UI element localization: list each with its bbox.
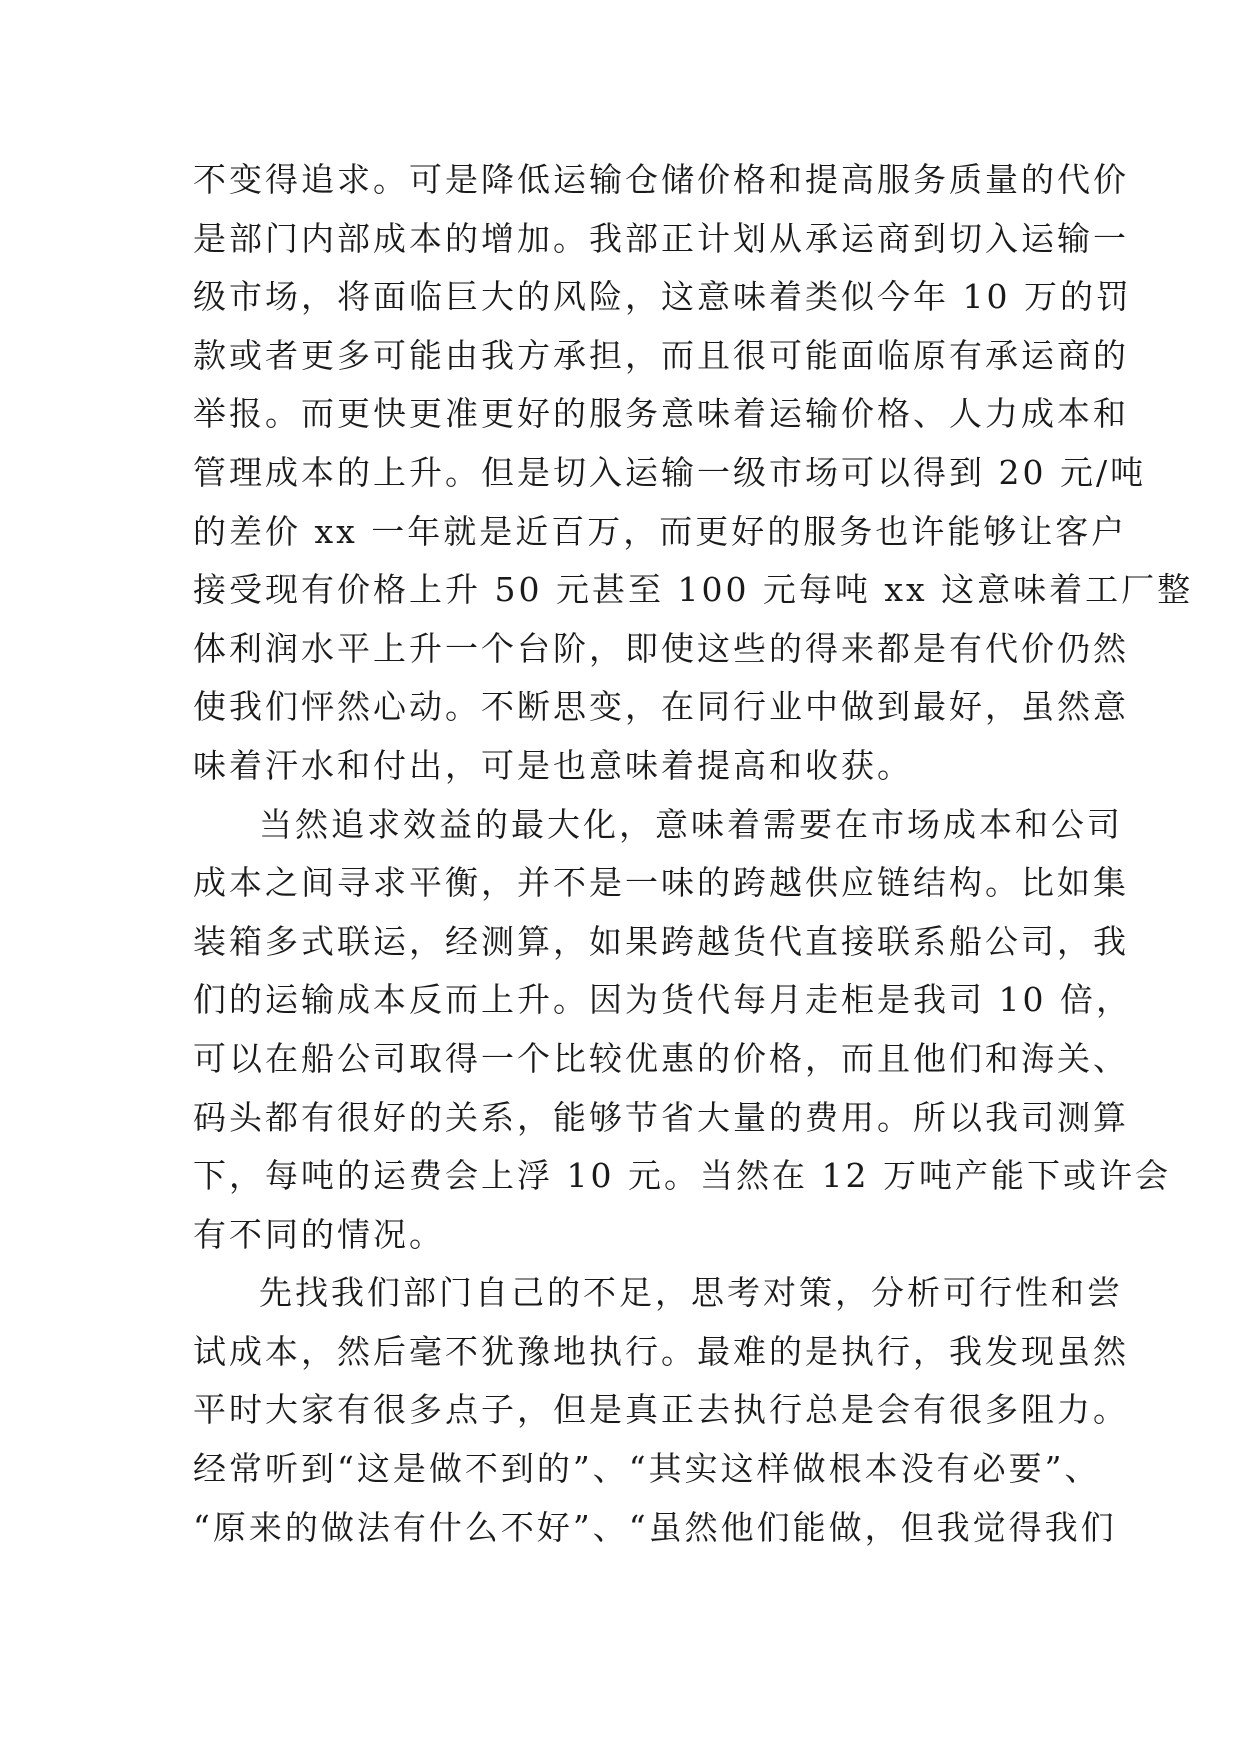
text-line: 装箱多式联运，经测算，如果跨越货代直接联系船公司，我 [193, 921, 1129, 961]
text-line: 可以在船公司取得一个比较优惠的价格，而且他们和海关、 [193, 1038, 1129, 1078]
paragraph-first-line: 当然追求效益的最大化，意味着需要在市场成本和公司 [259, 804, 1123, 844]
document-body [193, 151, 1194, 1557]
text-line: 码头都有很好的关系，能够节省大量的费用。所以我司测算 [193, 1097, 1129, 1137]
paragraph-first-line: 先找我们部门自己的不足，思考对策，分析可行性和尝 [259, 1273, 1123, 1313]
text-line: 体利润水平上升一个台阶，即使这些的得来都是有代价仍然 [193, 628, 1129, 668]
text-line: 们的运输成本反而上升。因为货代每月走柜是我司 10 倍， [193, 980, 1132, 1020]
text-line: 成本之间寻求平衡，并不是一味的跨越供应链结构。比如集 [193, 863, 1129, 903]
text-line: 下，每吨的运费会上浮 10 元。当然在 12 万吨产能下或许会 [193, 1156, 1171, 1196]
text-line: 使我们怦然心动。不断思变，在同行业中做到最好，虽然意 [193, 687, 1129, 727]
text-line: 经常听到“这是做不到的”、“其实这样做根本没有必要”、 [193, 1449, 1101, 1489]
text-line: 级市场，将面临巨大的风险，这意味着类似今年 10 万的罚 [193, 277, 1132, 317]
text-line: 管理成本的上升。但是切入运输一级市场可以得到 20 元/吨 [193, 452, 1147, 492]
text-line: 有不同的情况。 [193, 1214, 445, 1254]
text-line: 不变得追求。可是降低运输仓储价格和提高服务质量的代价 [193, 160, 1129, 199]
text-line: 平时大家有很多点子，但是真正去执行总是会有很多阻力。 [193, 1390, 1129, 1430]
text-line: 味着汗水和付出，可是也意味着提高和收获。 [193, 745, 913, 785]
text-line: “原来的做法有什么不好”、“虽然他们能做，但我觉得我们 [193, 1507, 1117, 1547]
text-line: 是部门内部成本的增加。我部正计划从承运商到切入运输一 [193, 218, 1129, 258]
text-line: 款或者更多可能由我方承担，而且很可能面临原有承运商的 [193, 335, 1129, 375]
text-line: 的差价 xx 一年就是近百万，而更好的服务也许能够让客户 [193, 511, 1128, 551]
text-line: 接受现有价格上升 50 元甚至 100 元每吨 xx 这意味着工厂整 [193, 570, 1194, 610]
text-line: 试成本，然后毫不犹豫地执行。最难的是执行，我发现虽然 [193, 1331, 1129, 1371]
text-line: 举报。而更快更准更好的服务意味着运输价格、人力成本和 [193, 394, 1129, 434]
